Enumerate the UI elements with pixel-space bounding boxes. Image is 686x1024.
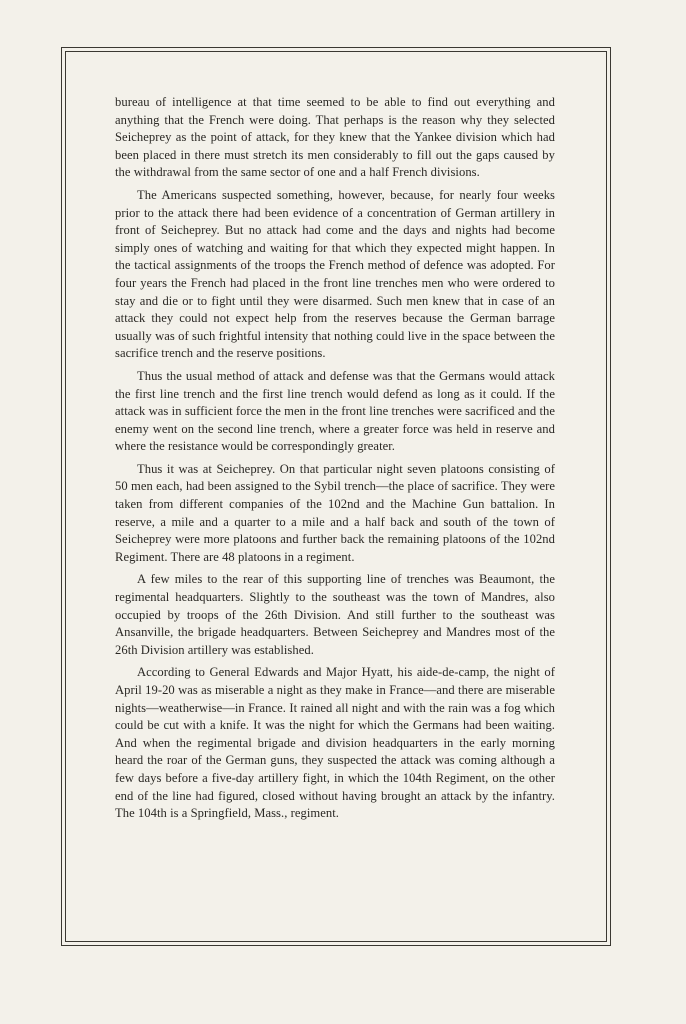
paragraph-1: bureau of intelligence at that time seemed to be able to find out everything and anything that the French were doing. That perhaps is the reason why they selected Seicheprey as the point of attack, for they knew that the Yankee division which had been placed in there must stretch its men considerably to fill out the gaps caused by the withdrawal from the same sector of one and a half French divisions. xyxy=(115,95,555,180)
paragraph-4: Thus it was at Seicheprey. On that particular night seven platoons consisting of 50 men each, had been assigned to the Sybil trench—the place of sacrifice. They were taken from different companies of the 102nd and the Machine Gun battalion. In reserve, a mile and a quarter to a mile and a half back and south of the town of Seicheprey were more platoons and further back the remaining platoons of the 102nd Regiment. There are 48 platoons in a regiment. xyxy=(115,461,555,564)
paragraph-6: According to General Edwards and Major Hyatt, his aide-de-camp, the night of April 19-20 was as miserable a night as they make in France—and there are miserable nights—weatherwise—in France. It rained all night and with the rain was a fog which could be cut with a knife. It was the night for which the Germans had been waiting. And when the regimental brigade and division headquarters in the early morning heard the roar of the German guns, they suspected the attack was coming although a few days before a five-day artillery fight, in which the 104th Regiment, on the other end of the line had figured, closed without having brought an attack by the infantry. The 104th is a Springfield, Mass., regiment. xyxy=(115,665,555,821)
paragraph-5: A few miles to the rear of this supporting line of trenches was Beaumont, the regimental headquarters. Slightly to the southeast was the town of Mandres, also occupied by troops of the 26th Division. And still further to the southeast was Ansanville, the brigade headquarters. Between Seicheprey and Mandres most of the 26th Division artillery was established. xyxy=(115,572,555,657)
paragraph-3: Thus the usual method of attack and defense was that the Germans would attack the first line trench and the first line trench would defend as long as it could. If the attack was in sufficient force the men in the front line trenches were sacrificed and the enemy went on the second line trench, where a greater force was held in reserve and where the resistance would be correspondingly greater. xyxy=(115,368,555,454)
paragraph-2: The Americans suspected something, however, because, for nearly four weeks prior to the attack there had been evidence of a concentration of German artillery in front of Seicheprey. But no attack had come and the days and nights had become simply ones of watching and waiting for that which they expected might happen. In the tactical assignments of the troops the French method of defence was adopted. For four years the French had placed in the front line trenches men who were ordered to stay and die or to fight until they were disarmed. Such men knew that in case of an attack they could not expect help from the reserves because the German barrage usually was of such frightful intensity that nothing could live in the space between the sacrifice trench and the reserve positions. xyxy=(115,187,555,361)
page-body-text xyxy=(115,94,555,828)
